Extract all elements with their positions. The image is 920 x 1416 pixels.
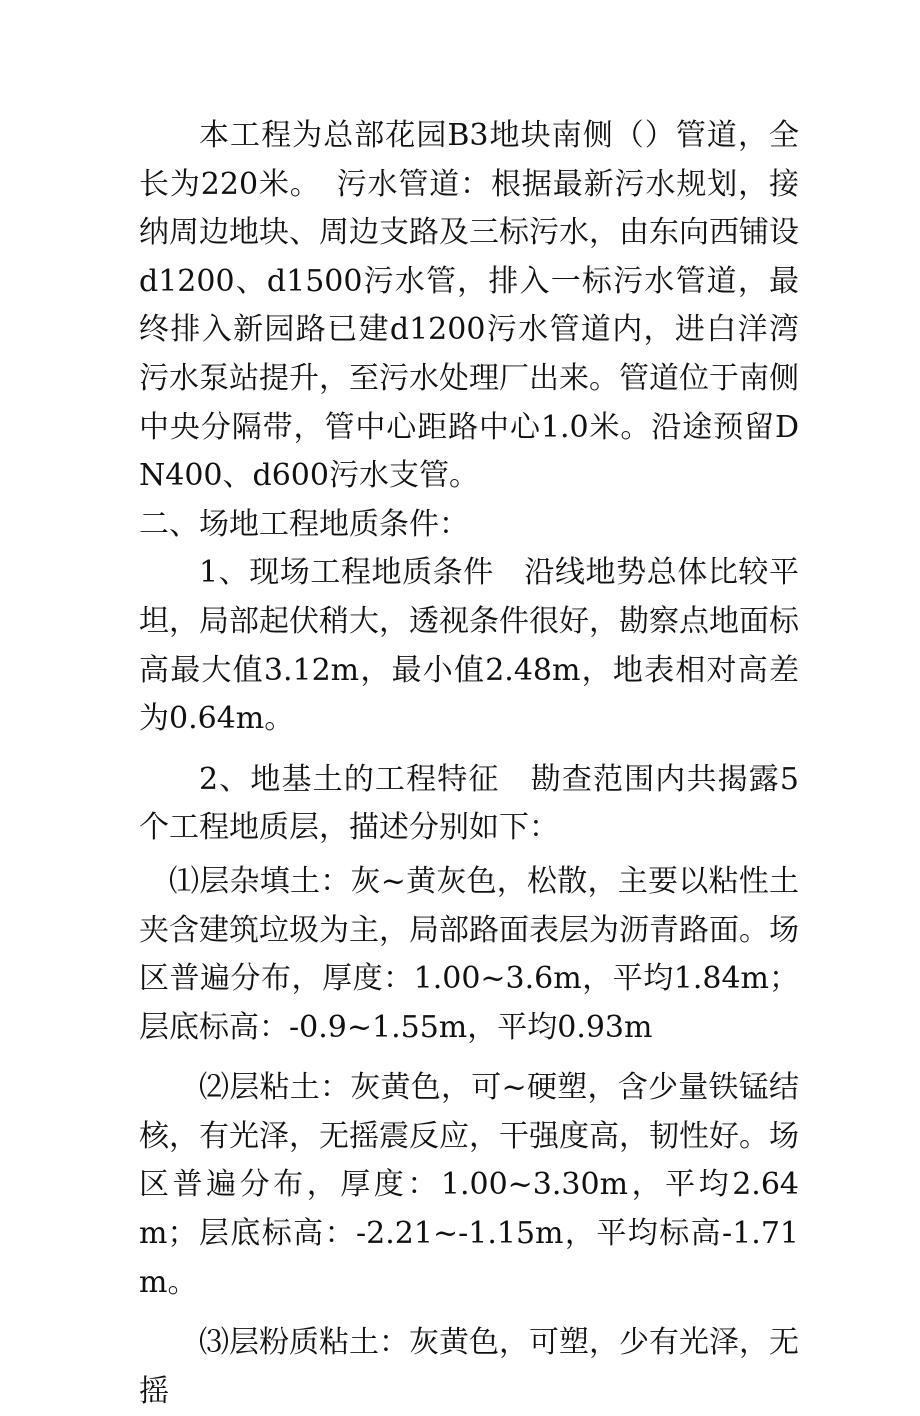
document-page bbox=[139, 112, 799, 1416]
paragraph-site-conditions: 1、现场工程地质条件 沿线地势总体比较平坦，局部起伏稍大，透视条件很好，勘察点地面标高最大值3.12m，最小值2.48m，地表相对高差为0.64m。 bbox=[139, 555, 799, 737]
paragraph-soil-characteristics: 2、地基土的工程特征 勘查范围内共揭露5个工程地质层，描述分别如下： bbox=[139, 761, 799, 846]
paragraph-layer-2: ⑵层粘土：灰黄色，可~硬塑，含少量铁锰结核，有光泽，无摇震反应，干强度高，韧性好。场区普遍分布，厚度：1.00~3.30m，平均2.64m；层底标高：-2.21~-1.15m，平均标高-1.71m。 bbox=[139, 1070, 799, 1300]
paragraph-project-overview: 本工程为总部花园B3地块南侧（）管道，全长为220米。 污水管道：根据最新污水规划，接纳周边地块、周边支路及三标污水，由东向西铺设d1200、d1500污水管，排入一标污水管道，最终排入新园路已建d1200污水管道内，进白洋湾污水泵站提升，至污水处理厂出来。管道位于南侧中央分隔带，管中心距路中心1.0米。沿途预留DN400、d600污水支管。 bbox=[139, 118, 799, 494]
paragraph-layer-1: ⑴层杂填土：灰~黄灰色，松散，主要以粘性土夹含建筑垃圾为主，局部路面表层为沥青路面。场区普遍分布，厚度：1.00~3.6m，平均1.84m；层底标高：-0.9~1.55m，平均0.93m bbox=[139, 863, 799, 1045]
paragraph-layer-3: ⑶层粉质粘土：灰黄色，可塑，少有光泽，无摇 bbox=[139, 1325, 799, 1409]
section-heading-geology: 二、场地工程地质条件： bbox=[139, 506, 469, 542]
